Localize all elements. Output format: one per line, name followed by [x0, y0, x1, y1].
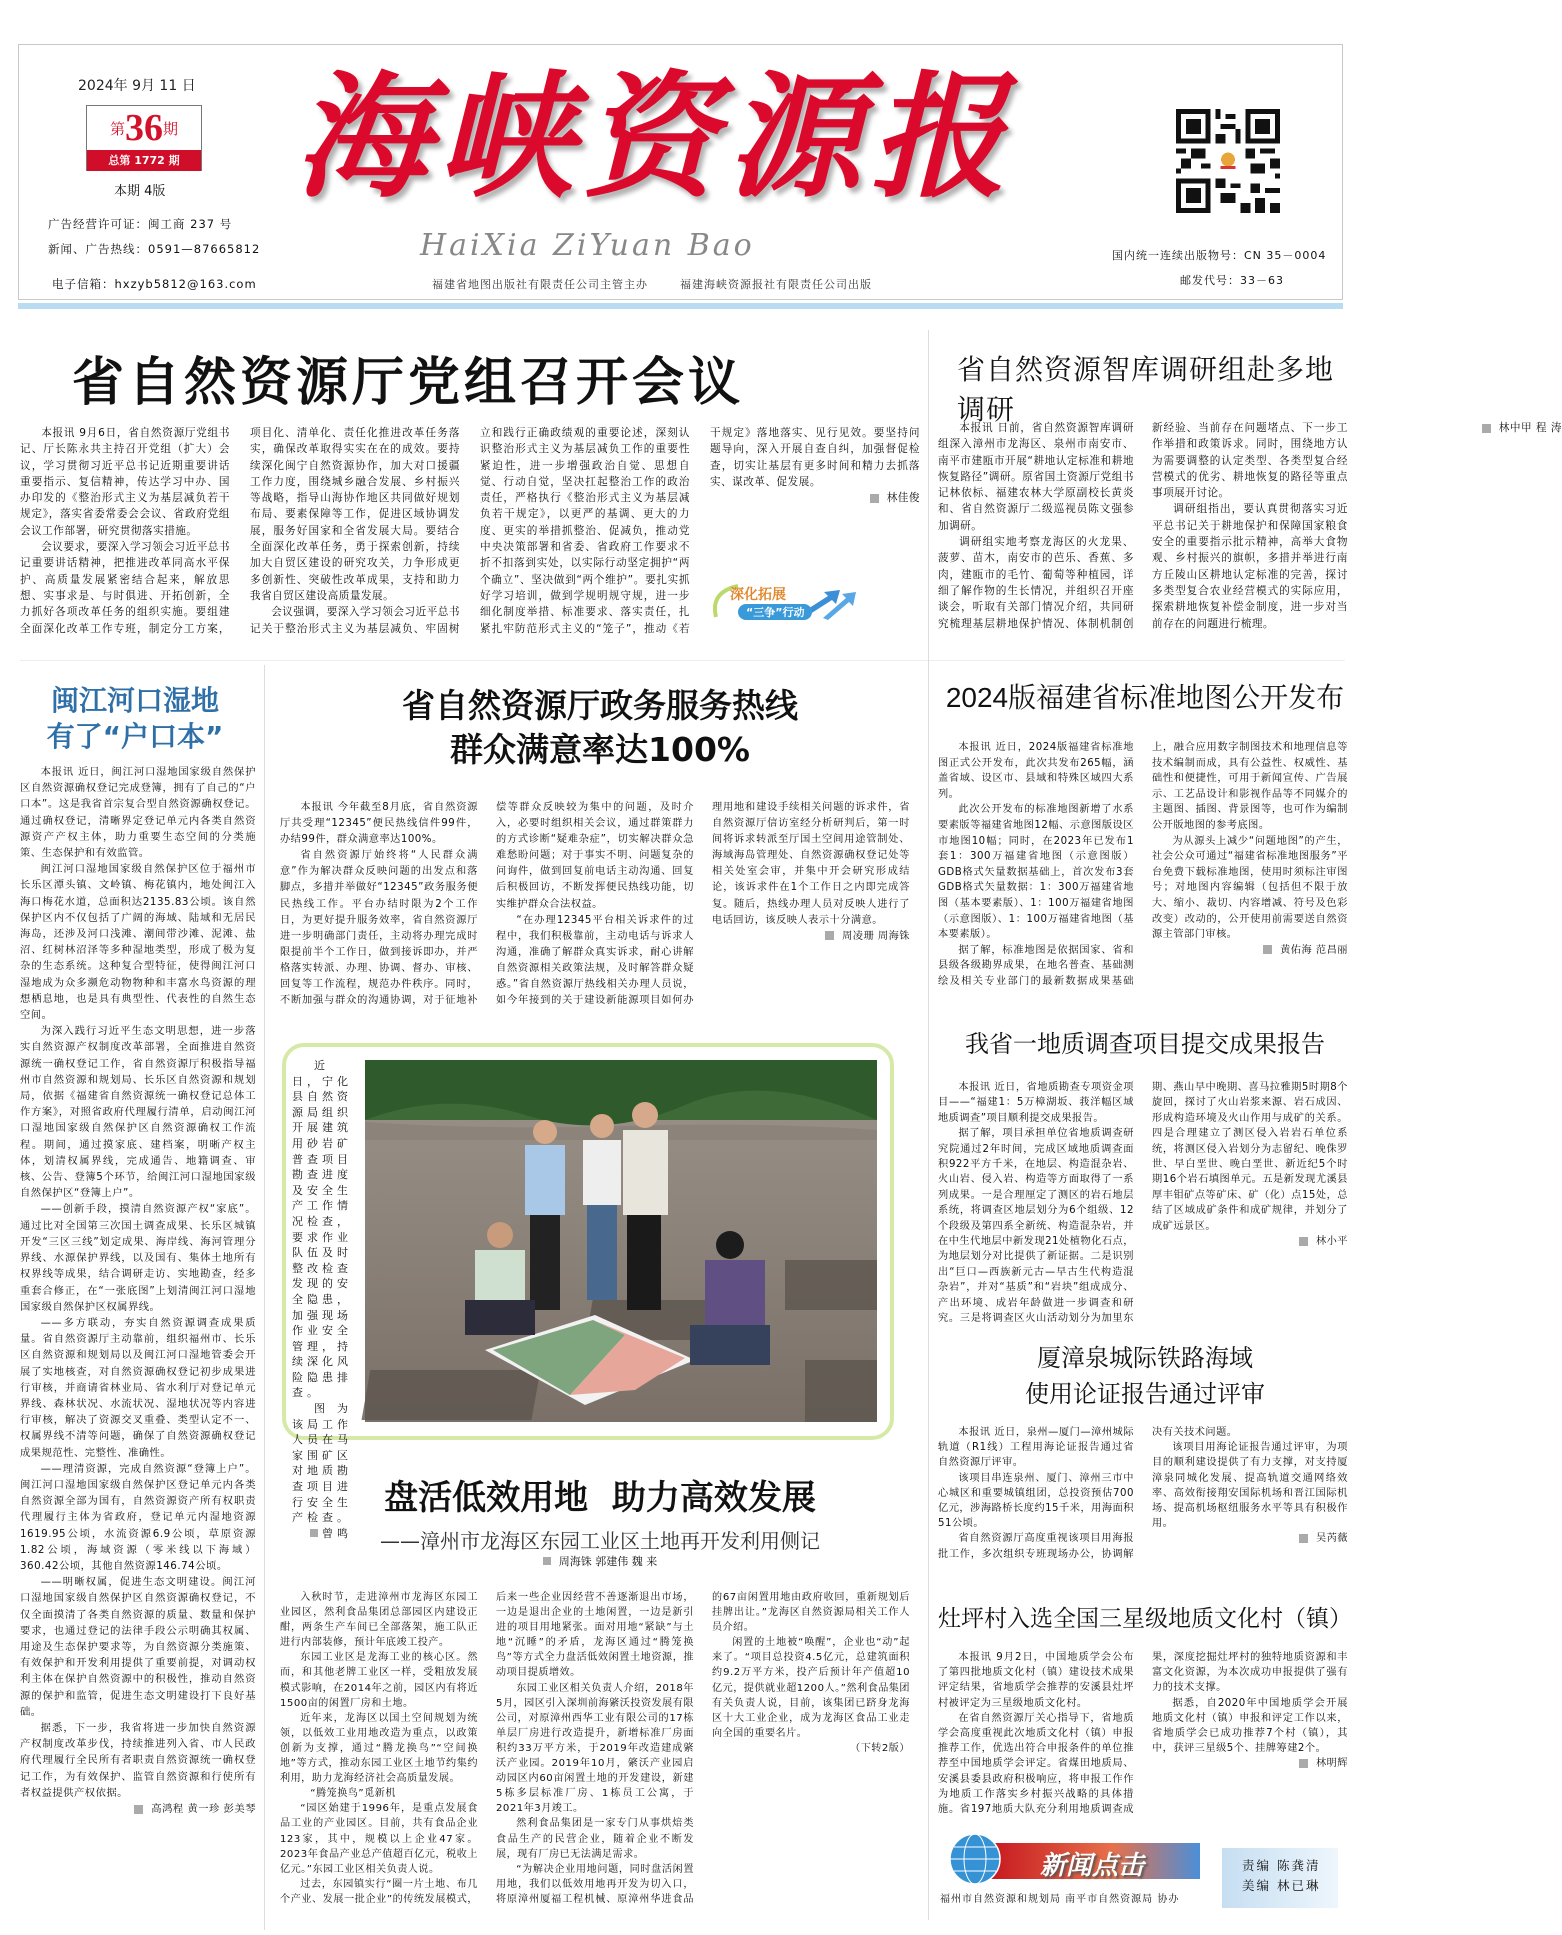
landuse-paragraph: 过去，东园镇实行“圈一片土地、布几个产业、发展一批企业”的传统发展模式，后来一些企业因经营不善逐渐退出市场，一边是退出企业的土地闲置，一边是新引进的项目用地紧张。面对用地“紧缺”与土地“沉睡”的矛盾，龙海区通过“腾笼换鸟”等方式全力盘活低效闲置土地资源，推动项目提质增效。: [280, 1592, 694, 1905]
total-issue: 总第 1772 期: [87, 150, 201, 171]
lead-paragraph: 会议强调，要深入学习领会习近平总书记关于整治形式主义为基层减负、牢固树立和践行正确政绩观的重要论述，深刻认识整治形式主义为基层减负工作的重要性紧迫性，进一步增强政治自觉、思想自觉、行动自觉，坚决扛起整治工作的政治责任，严格执行《整治形式主义为基层减负若干规定》，以更严的基调、更大的力度、更实的举措抓整治、促减负，推动党中央决策部署和省委、省政府工作要求不折不扣落到实处，以实际行动坚定拥护“两个确立”、坚决做到“两个维护”。要扎实抓好学习培训，做到学规明规守规，进一步细化制度举措、标准要求、落实责任，扎紧扎牢防范形式主义的“笼子”，推动《若干规定》落地落实、见行见效。要坚持问题导向，深入开展自查自纠，加强督促检查，切实让基层有更多时间和精力去抓落实、谋改革、促发展。: [250, 427, 920, 635]
think-tank-paragraph: 调研组指出，要认真贯彻落实习近平总书记关于耕地保护和保障国家粮食安全的重要指示批示精神，高举大食物观、乡村振兴的旗帜，多措并举进行南方丘陵山区耕地认定标准的完善，探讨多类型复合农业经营模式的实际应用，探索耕地恢复补偿金制度，进一步对当前存在的问题进行梳理。: [1152, 503, 1348, 630]
standard-map-byline-name: 黄佑海 范昌丽: [1280, 944, 1348, 956]
column-divider: [928, 330, 929, 1920]
think-tank-paragraph: 本报讯 日前，省自然资源智库调研组深入漳州市龙海区、泉州市南安市、南平市建瓯市开展“耕地认定标准和耕地恢复路径”调研。原省国土资源厅党组书记林依标、福建农林大学原副校长黄炎和、省自然资源厅二级巡视员陈文强参加调研。: [938, 422, 1134, 532]
logo-char: 海: [294, 56, 430, 216]
village-paragraph: 据悉，自2020年中国地质学会开展地质文化村（镇）申报和评定工作以来，省地质学会已成功推荐7个村（镇），其中，获评三星级5个、挂牌筹建2个。: [1152, 1697, 1348, 1755]
postal-code: 邮发代号：33－63: [1180, 274, 1284, 287]
news-click-title: 新闻点击: [1040, 1851, 1145, 1881]
landuse-subheadline: ——漳州市龙海区东园工业区土地再开发利用侧记: [380, 1529, 820, 1553]
village-byline: [1152, 1756, 1348, 1771]
landuse-paragraph: 闲置的土地被“唤醒”，企业也“动”起来了。“项目总投资4.5亿元，总建筑面积约9.2万平方米，投产后预计年产值超10亿元，提供就业超1200人。”然利食品集团有关负责人说，目前，该集团已跻身龙海区十大工业企业，成为龙海区食品工业走向全国的重要名片。: [712, 1637, 910, 1739]
wetland-headline-line2: 有了“户口本”: [46, 720, 224, 753]
railway-paragraph: 省自然资源厅高度重视该项目用海报批工作，多次组织专班现场办公，协调解决有关技术问题。: [938, 1427, 1238, 1560]
wetland-paragraph: 闽江河口湿地国家级自然保护区位于福州市长乐区潭头镇、文岭镇、梅花镇内，地处闽江入海口梅花水道，总面积达2135.83公顷。该自然保护区内不仅包括了广阔的海域、陆域和无居民海岛，还涉及河口浅滩、潮间带沙滩、泥滩、盐沼、红树林沼泽等多种湿地类型，形成了极为复杂的生态系统。这种复合型特征，使得闽江河口湿地成为众多濒危动物物种和丰富水鸟资源的理想栖息地，也是具有典型性、代表性的自然生态空间。: [20, 863, 256, 1022]
issue-suffix: 期: [163, 121, 179, 138]
think-tank-paragraph: 调研组实地考察龙海区的火龙果、菠萝、苗木，南安市的芭乐、香蕉、多肉，建瓯市的毛竹、葡萄等种植园，详细了解作物的生长情况，并组织召开座谈会，听取有关部门情况介绍，共同研究梳理基层耕地保护情况、体制机制创新经验、当前存在问题堵点、下一步工作举措和政策诉求。同时，围绕地方认为需要调整的认定类型、各类型复合经营模式的优劣、耕地恢复的路径等重点事项展开讨论。: [938, 422, 1348, 630]
landuse-paragraph: 然利食品集团是一家专门从事烘焙类食品生产的民营企业，随着企业不断发展，现有厂房已无法满足需求。: [496, 1818, 694, 1860]
landuse-paragraph: 东园工业区是龙海工业的核心区。然而，和其他老牌工业区一样，受粗放发展模式影响，在2014年之前，园区内有将近1500亩的闲置厂房和土地。: [280, 1652, 478, 1709]
geology-body: [938, 1080, 1348, 1330]
think-tank-byline: [1366, 420, 1562, 436]
railway-byline: [1152, 1531, 1348, 1546]
hotline-paragraph: 本报讯 今年截至8月底，省自然资源厅共受理“12345”便民热线信件99件，办结99件，群众满意率达100%。: [280, 802, 478, 846]
wetland-paragraph: ——理清资源，完成自然资源“登簿上户”。闽江河口湿地国家级自然保护区登记单元内各类自然资源全部为国有，自然资源资产所有权职责代理履行主体为省政府，登记单元内湿地资源 1619.95公顷，水流资源6.9公顷，草原资源1.82公顷，海域资源（零米线以下海域）360.42公顷，其他自然资源146.74公顷。: [20, 1462, 256, 1572]
publishers: [432, 276, 872, 292]
ad-license: 广告经营许可证：闽工商 237 号: [48, 217, 233, 231]
divider: [20, 660, 1345, 661]
news-hotline: 新闻、广告热线：0591—87665812: [48, 242, 261, 256]
editors-box: [1222, 1848, 1338, 1908]
railway-paragraph: 该项目用海论证报告通过评审，为项目的顺利建设提供了有力支撑，对支持厦漳泉同城化发展、提高轨道交通网络效率、高效衔接翔安国际机场和晋江国际机场、提高机场枢纽服务水平等具有积极作用。: [1152, 1442, 1348, 1530]
lead-byline: [710, 490, 920, 506]
village-byline-name: 林明辉: [1315, 1758, 1348, 1770]
wetland-byline-name: 高鸿程 黄一珍 彭美琴: [151, 1803, 256, 1815]
landuse-subtitle: “腾笼换鸟”觅新机: [310, 1788, 396, 1800]
photo-caption: [292, 1058, 352, 1541]
qr-code-icon[interactable]: [1176, 108, 1280, 214]
badge-subtitle: “三争”行动: [738, 604, 812, 620]
hotline-headline[interactable]: [290, 684, 910, 772]
railway-byline-name: 吴芮薇: [1315, 1533, 1348, 1545]
think-tank-headline[interactable]: 省自然资源智库调研组赴多地调研: [957, 353, 1335, 426]
think-tank-body: [938, 420, 1562, 645]
geology-paragraph: 本报讯 近日，省地质勘查专项资金项目——“福建1：5万樟湖坂、莪洋幅区域地质调查”项目顺利提交成果报告。: [938, 1082, 1134, 1124]
wetland-paragraph: ——创新手段，摸清自然资源产权“家底”。通过比对全国第三次国土调查成果、长乐区城镇开发“三区三线”划定成果、海岸线、海河管理分界线、水源保护界线，以及国有、集体土地所有权界线等成果，结合调研走访、实地勘查，经多重套合修正，在“一张底图”上划清闽江河口湿地国家级自然保护区权属界线。: [20, 1203, 256, 1313]
photo-byline-name: 曾鸣: [322, 1526, 352, 1540]
wetland-body: [20, 764, 256, 1817]
standard-map-paragraph: 本报讯 近日，2024版福建省标准地图正式公开发布，此次共发布265幅，涵盖省域、设区市、县域和特殊区域四大系列。: [938, 742, 1134, 800]
geology-byline-name: 林小平: [1315, 1236, 1348, 1248]
village-body: [938, 1650, 1348, 1825]
wetland-byline: [20, 1801, 256, 1817]
issue-prefix: 第: [109, 121, 125, 138]
landuse-continued[interactable]: （下转2版）: [850, 1742, 910, 1754]
art-editor: 美编 林已琳: [1242, 1878, 1321, 1893]
landuse-paragraph: 东园工业区相关负责人介绍，2018年5月，园区引入深圳前海綮沃投资发展有限公司，对原漳州西华工业有限公司的17栋单层厂房进行改造提升，新增标准厂房面积约33万平方米，于2019年改造建成綮沃产业园。2019年10月，綮沃产业园启动园区内60亩闲置土地的开发建设，新建5栋多层标准厂房、1栋员工公寓，于2021年3月竣工。: [496, 1682, 694, 1815]
hotline-body: [280, 800, 910, 1022]
lead-headline[interactable]: 省自然资源厅党组召开会议: [72, 353, 745, 413]
geology-byline: [1152, 1234, 1348, 1249]
village-headline[interactable]: 灶坪村入选全国三星级地质文化村（镇）: [938, 1606, 1352, 1632]
railway-body: [938, 1425, 1348, 1565]
wetland-paragraph: ——明晰权属，促进生态文明建设。闽江河口湿地国家级自然保护区自然资源确权登记，不仅全面摸清了各类自然资源的质量、数量和保护要求，也通过登记的法律手段公示明确其权属、用途及生态保护要求等，为自然资源分类施策、有效保护和开发利用提供了重要前提，对调动权利主体在保护自然资源中的积极性，推动自然资源的保护和监管，促进生态文明建设打下良好基础。: [20, 1576, 256, 1718]
standard-map-headline[interactable]: 2024版福建省标准地图公开发布: [945, 682, 1345, 713]
wetland-paragraph: 据悉，下一步，我省将进一步加快自然资源产权制度改革步伐，持续推进列入省、市人民政府代理履行全民所有者职责自然资源统一确权登记工作，为有效保护、监管自然资源和行使所有者权益提供产权依据。: [20, 1721, 256, 1799]
hotline-paragraph: 省自然资源厅始终将“人民群众满意”作为解决群众反映问题的出发点和落脚点，多措并举做好“12345”政务服务便民热线工作。平台办结时限为2个工作日，为更好提升服务效率，省自然资源厅进一步明确部门责任，主动将办理完成时限提前半个工作日，做到接诉即办，并严格落实转派、办理、协调、督办、审核、回复等工作流程，规范办件秩序。同时，不断加强与群众的沟通协调，对于征地补偿等群众反映较为集中的问题，及时介入，必要时组织相关会议，通过群策群力的方式诊断“疑难杂症”，切实解决群众急难愁盼问题；对于事实不明、问题复杂的问询件，做到回复前电话主动沟通、回复后积极回访，不断发挥便民热线功能，切实维护群众合法权益。: [280, 802, 694, 1007]
hotline-byline: [712, 929, 910, 945]
news-click-banner: [940, 1833, 1200, 1885]
hotline-headline-line2: 群众满意率达100%: [450, 730, 750, 769]
badge-title: 深化拓展: [730, 587, 786, 603]
wetland-headline[interactable]: [20, 683, 250, 755]
railway-headline-line2: 使用论证报告通过评审: [1025, 1380, 1265, 1408]
cn-number: 国内统一连续出版物号：CN 35－0004: [1112, 249, 1327, 262]
wetland-headline-line1: 闽江河口湿地: [50, 684, 219, 717]
publisher-sponsor: 福建省地图出版社有限责任公司主管主办: [432, 278, 648, 291]
lead-byline-name: 林佳俊: [886, 492, 920, 505]
standard-map-paragraph: 据了解，标准地图是依据国家、省和县级各级勘界成果，在地名普查、基础测绘及相关专业部门的最新数据成果基础上，融合应用数字制图技术和地理信息等技术编制而成，具有公益性、权威性、基础性和便捷性，可用于新闻宣传、广告展示、工艺品设计和影视作品等不同媒介的主题图、插图、背景图等，也可作为编制公开版地图的参考底图。: [938, 742, 1348, 987]
column-divider: [264, 665, 265, 1930]
issue-number: 36: [125, 107, 163, 149]
railway-headline[interactable]: [935, 1340, 1355, 1412]
person: [525, 1120, 565, 1310]
wetland-paragraph: ——多方联动，夯实自然资源调查成果质量。省自然资源厅主动靠前，组织福州市、长乐区自然资源和规划局以及闽江河口湿地管委会开展了实地核查，对自然资源确权登记初步成果进行审核，并商请省林业局、省水利厅对登记单元界线、森林状况、水流状况、湿地状况等内容进行审核，解决了资源交叉重叠、类型认定不一、权属界线不清等问题，确保了自然资源确权登记成果规范性、完整性、准确性。: [20, 1316, 256, 1459]
hotline-paragraph: “在办理12345平台相关诉求件的过程中，我们积极靠前，主动电话与诉求人沟通，准确了解群众真实诉求，耐心讲解自然资源相关政策法规，及时解答群众疑惑。”省自然资源厅热线相关办理人员说，如今年接到的关于建设新能源项目如何办理用地和建设手续相关问题的诉求件，省自然资源厅信访室经分析研判后，第一时间将诉求转派至厅国土空间用途管制处、海域海岛管理处、自然资源确权登记处等相关处室会审，并集中开会研究形成结论，该诉求件在1个工作日之内即完成答复。随后，热线办理人员对反映人进行了电话回访，该反映人表示十分满意。: [496, 802, 910, 1007]
lead-paragraph: 会议要求，要深入学习领会习近平总书记重要讲话精神，把推进改革同高水平保护、高质量发展紧密结合起来，解放思想、实事求是、与时俱进、开拓创新，全力抓好各项改革任务的组织实施。要组建全面深化改革工作专班，制定分工方案，项目化、清单化、责任化推进改革任务落实，确保改革取得实实在在的成效。要持续深化闽宁自然资源协作，加大对口援疆工作力度，围绕城乡融合发展、乡村振兴等战略，指导山海协作地区共同做好规划布局、要素保障等工作，促进区域协调发展，服务好国家和全省发展大局。要结合全面深化改革任务，勇于探索创新，持续加大自贸区建设的研究攻关，力争形成更多创新性、突破性改革成果，支持和助力我省自贸区建设高质量发展。: [20, 427, 460, 635]
railway-headline-line1: 厦漳泉城际铁路海域: [1037, 1344, 1253, 1372]
co-organizers: 福州市自然资源和规划局 南平市自然资源局 协办: [940, 1894, 1180, 1905]
newspaper-logo: [290, 46, 1010, 226]
issue-number-box: [86, 105, 202, 171]
editor: 责编 陈龚清: [1242, 1858, 1321, 1873]
standard-map-paragraph: 为从源头上减少“问题地图”的产生，社会公众可通过“福建省标准地图服务”平台免费下载标准地图，使用时须标注审图号；对地图内容编辑（包括但不限于放大、缩小、裁切、内容增减、符号及色彩改变）改动的，公开使用前需要送自然资源主管部门审核。: [1152, 835, 1348, 941]
railway-paragraph: 本报讯 近日，泉州—厦门—漳州城际轨道（R1线）工程用海论证报告通过省自然资源厅评审。: [938, 1427, 1134, 1469]
publisher: 福建海峡资源报社有限责任公司出版: [680, 278, 872, 291]
village-paragraph: 本报讯 9月2日，中国地质学会公布了第四批地质文化村（镇）建设技术成果评定结果，省地质学会推荐的安溪县灶坪村被评定为三星级地质文化村。: [938, 1652, 1134, 1709]
page-count: 本期 4版: [114, 184, 166, 199]
landuse-paragraph: 近年来，龙海区以国土空间规划为统领，以低效工业用地改造为重点，以政策创新为支撑，通过“腾龙换鸟”“空间换地”等方式，推动东园工业区土地节约集约利用，助力龙海经济社会高质量发展。: [280, 1712, 478, 1785]
railway-paragraph: 该项目串连泉州、厦门、漳州三市中心城区和重要城镇组团，总投资预估700亿元，涉海路桥长度约15千米，用海面积51公顷。: [938, 1472, 1134, 1530]
email[interactable]: 电子信箱：hxzyb5812@163.com: [52, 277, 257, 291]
hotline-headline-line1: 省自然资源厅政务服务热线: [402, 686, 798, 725]
wetland-paragraph: 为深入践行习近平生态文明思想，进一步落实自然资源产权制度改革部署，全面推进自然资源统一确权登记工作，省自然资源厅积极指导福州市自然资源和规划局、长乐区自然资源和规划局，依据《福建省自然资源统一确权登记总体工作方案》，对照省政府代理履行清单，启动闽江河口湿地国家级自然保护区自然资源确权工作流程。期间，通过摸家底、建档案，明晰产权主体，划清权属界线，完成通告、地籍调查、审核、公告、登簿5个环节，给闽江河口湿地国家级自然保护区“登簿上户”。: [20, 1025, 256, 1200]
village-paragraph: 在省自然资源厅关心指导下，省地质学会高度重视此次地质文化村（镇）申报推荐工作，优选出符合申报条件的单位推荐至中国地质学会评定。省煤田地质局、安溪县委县政府积极响应，将申报工作作为地质工作落实乡村振兴战略的具体措施。省197地质大队充分利用地质调查成果，深度挖掘灶坪村的独特地质资源和丰富文化资源，为本次成功申报提供了强有力的技术支撑。: [938, 1652, 1348, 1816]
geology-headline[interactable]: 我省一地质调查项目提交成果报告: [965, 1030, 1325, 1058]
photo-caption-text2: 图为该局工作人员在马家围矿区对地质勘查项目进行安全生产检查。: [292, 1402, 352, 1525]
think-tank-byline-name: 林中甲 程 涛: [1498, 422, 1562, 434]
landuse-authors-names: 周海铢 郭建伟 魏 来: [558, 1555, 658, 1568]
photo-caption-text: 近日，宁化县自然资源局组织开展建筑用砂岩矿普查项目勘查进度及安全生产工作情况检查，要求作业队伍及时整改检查发现的安全隐患，加强现场作业安全管理，持续深化风险隐患排查。: [292, 1059, 352, 1400]
lead-paragraph: 本报讯 9月6日，省自然资源厅党组书记、厅长陈永共主持召开党组（扩大）会议，学习贯彻习近平总书记近期重要讲话重要指示、复信精神，传达学习中办、国办印发的《整治形式主义为基层减负若干规定》，落实省委常委会会议、省政府党组会议工作部署，研究贯彻落实措施。: [20, 427, 230, 537]
landuse-authors: [290, 1553, 910, 1569]
standard-map-body: [938, 740, 1348, 1000]
landuse-paragraph: “为解决企业用地问题，同时盘活闲置用地，我们以低效用地再开发为切入口，将原漳州厦福工程机械、原漳州华进食品的67亩闲置用地由政府收回，重新规划后挂牌出让。”龙海区自然资源局相关工作人员介绍。: [496, 1592, 910, 1905]
logo-char: 资: [582, 56, 718, 216]
hotline-byline-name: 周凌珊 周海铢: [842, 930, 910, 942]
landuse-body: [280, 1590, 910, 1910]
geology-paragraph: 据了解，项目承担单位省地质调查研究院通过2年时间，完成区域地质调查面积922平方千米，在地层、构造混杂岩、火山岩、侵入岩、构造等方面取得了一系列成果。一是合理厘定了测区的岩石地层系统，将调查区地层划分为6个组级、12个段级及第四系全新统、构造混杂岩，并在中生代地层中新发现21处植物化石点，为地层划分对比提供了新证据。二是识别出“巨口—西族新元古—早古生代构造混杂岩”，并对“基质”和“岩块”组成成分、产出环境、成岩年龄做进一步调查和研究。三是将调查区火山活动划分为加里东期、燕山早中晚期、喜马拉雅期5时期8个旋回，探讨了火山岩浆来源、岩石成因、形成构造环境及火山作用与成矿的关系。四是合理建立了测区侵入岩岩石单位系统，将测区侵入岩划分为志留纪、晚侏罗世、早白垩世、晚白垩世、新近纪5个时期16个岩石填图单元。五是新发现尤溪县厚丰钼矿点等矿床、矿（化）点15处，总结了区域成矿条件和成矿规律，并划分了成矿远景区。: [938, 1082, 1348, 1325]
landuse-headline[interactable]: 盘活低效用地 助力高效发展: [384, 1478, 816, 1518]
standard-map-byline: [1152, 943, 1348, 959]
logo-pinyin: HaiXia ZiYuan Bao: [420, 228, 755, 263]
wetland-paragraph: 本报讯 近日，闽江河口湿地国家级自然保护区自然资源确权登记完成登簿，拥有了自己的“户口本”。这是我省首宗复合型自然资源确权登记。通过确权登记，清晰界定登记单元内各类自然资源资产产权主体，助力重要生态空间的分类施策、生态保护和有效监管。: [20, 766, 256, 860]
logo-char: 峡: [438, 56, 574, 216]
standard-map-paragraph: 此次公开发布的标准地图新增了水系要素版等福建省地图12幅、示意图版设区市地图10幅；同时，在2023年已发布1套1：300万福建省地图（示意图版）GDB格式矢量数据基础上，首次发布3套GDB格式矢量数据：1：300万福建省地图（基本要素版）、1：100万福建省地图（示意图版）、1：100万福建省地图（基本要素版）。: [938, 804, 1134, 941]
issue-date: 2024年 9月 11 日: [78, 78, 196, 94]
logo-char: 报: [870, 56, 1006, 216]
landuse-paragraph: “园区始建于1996年，是重点发展食品工业的产业园区。目前，共有食品企业123家，其中，规模以上企业47家。2023年食品产业总产值超百亿元，税收上亿元。”东园工业区相关负责人说。: [280, 1803, 478, 1875]
masthead-accent-bar: [18, 303, 1343, 309]
campaign-badge: [708, 582, 858, 622]
logo-char: 源: [726, 56, 862, 216]
inspection-photo[interactable]: [365, 1060, 877, 1422]
landuse-paragraph: 入秋时节，走进漳州市龙海区东园工业园区，然利食品集团总部园区内建设正酣，两条生产车间已全部落架，施工队正进行内部装修，预计年底竣工投产。: [280, 1592, 478, 1649]
